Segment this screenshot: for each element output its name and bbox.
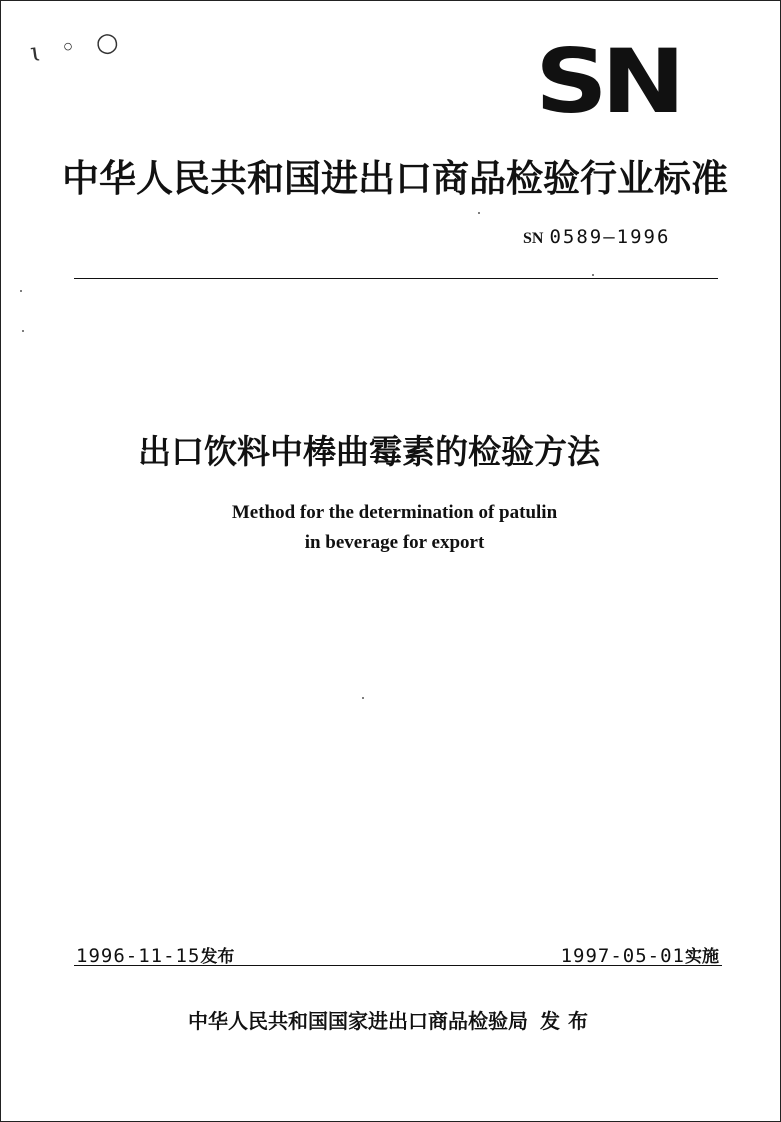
issue-date-label: 发布 xyxy=(200,947,235,967)
scan-speck xyxy=(20,290,22,292)
document-title-chinese: 出口饮料中棒曲霉素的检验方法 xyxy=(138,432,600,471)
standard-prefix: SN xyxy=(523,230,544,247)
implementation-date-value: 1997-05-01 xyxy=(560,945,685,967)
implementation-date-label: 实施 xyxy=(685,947,719,967)
bottom-divider xyxy=(74,965,722,966)
industry-standard-title: 中华人民共和国进出口商品检验行业标准 xyxy=(62,157,728,200)
scan-speck xyxy=(22,330,24,332)
sn-logo: SN xyxy=(535,30,679,133)
english-title-line-2: in beverage for export xyxy=(304,532,485,553)
issue-date xyxy=(76,942,234,967)
scan-speck xyxy=(592,274,594,276)
scan-speck xyxy=(478,212,480,214)
issue-date-value: 1996-11-15 xyxy=(76,945,201,967)
standard-number xyxy=(523,226,670,248)
handwritten-mark: ɩ ◦ ○ xyxy=(28,25,127,69)
standard-code: 0589—1996 xyxy=(549,226,671,248)
top-divider xyxy=(74,278,718,279)
implementation-date xyxy=(561,942,719,967)
publisher-line xyxy=(188,1005,596,1034)
publisher-verb: 发布 xyxy=(540,1009,596,1033)
publisher-name: 中华人民共和国国家进出口商品检验局 xyxy=(188,1009,528,1033)
scan-speck xyxy=(362,697,364,699)
english-title-line-1: Method for the determination of patulin xyxy=(231,502,558,523)
document-title-english xyxy=(0,498,781,558)
